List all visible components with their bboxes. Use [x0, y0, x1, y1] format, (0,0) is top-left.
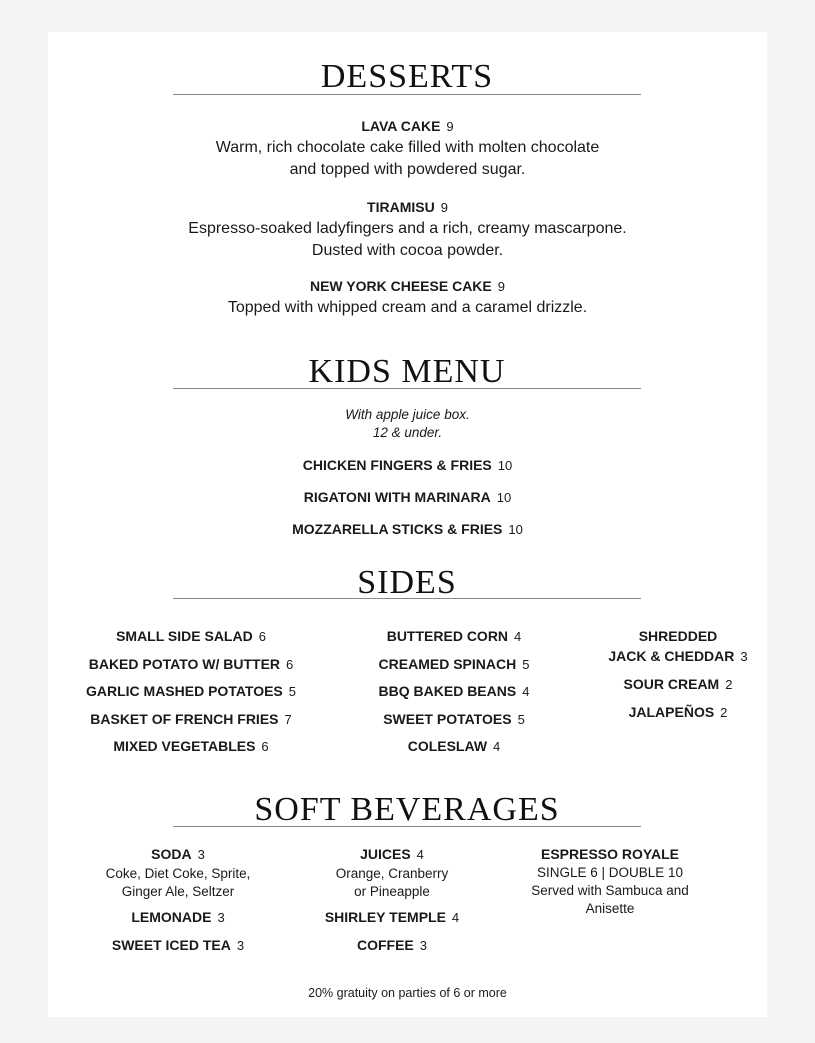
item-price: 4 — [416, 847, 424, 862]
menu-page — [48, 32, 767, 1017]
item-price: 5 — [522, 656, 530, 672]
item-price: 9 — [497, 279, 505, 294]
kids-note — [48, 406, 767, 442]
item-name: NEW YORK CHEESE CAKE — [309, 278, 492, 294]
item-name: BAKED POTATO W/ BUTTER — [88, 655, 281, 672]
item-price: 9 — [446, 119, 454, 134]
beverage-item — [88, 935, 268, 956]
beverage-item — [302, 935, 482, 956]
item-name: MIXED VEGETABLES — [113, 738, 256, 754]
beverage-item — [510, 844, 710, 864]
item-price: 7 — [284, 711, 292, 727]
item-price: 9 — [440, 200, 448, 215]
side-item — [348, 736, 560, 764]
beverage-item — [302, 844, 482, 865]
item-name: MOZZARELLA STICKS & FRIES — [292, 521, 503, 537]
beverages-column-3 — [510, 844, 710, 918]
item-price: 10 — [508, 522, 523, 537]
side-item — [588, 674, 768, 702]
gratuity-note: 20% gratuity on parties of 6 or more — [308, 986, 507, 1000]
item-name: CREAMED SPINACH — [378, 655, 517, 672]
item-name: SWEET ICED TEA — [111, 937, 231, 953]
item-price: 6 — [261, 739, 269, 754]
item-name: LAVA CAKE — [361, 118, 441, 134]
side-item — [348, 681, 560, 709]
side-item — [72, 709, 310, 737]
item-price: 3 — [217, 910, 225, 925]
beverages-column-2 — [302, 844, 482, 956]
item-name: BBQ BAKED BEANS — [378, 683, 517, 699]
sides-column-2 — [348, 626, 560, 764]
item-description: and topped with powdered sugar. — [289, 161, 526, 178]
item-price: 4 — [522, 684, 530, 699]
sides-title: SIDES — [357, 564, 457, 601]
dessert-item-tiramisu — [48, 199, 767, 261]
sides-column-3 — [588, 626, 768, 729]
item-price: 2 — [720, 704, 728, 720]
item-name: GARLIC MASHED POTATOES — [85, 683, 283, 699]
item-price: 10 — [496, 490, 512, 505]
item-price: 3 — [197, 847, 205, 862]
side-item — [72, 736, 310, 764]
item-price: 6 — [258, 629, 266, 644]
item-price: 3 — [419, 938, 427, 953]
item-price: 3 — [236, 938, 245, 953]
item-price: 5 — [517, 711, 525, 727]
side-item — [348, 654, 560, 682]
item-name: BASKET OF FRENCH FRIES — [90, 710, 279, 727]
dessert-item-lava-cake — [48, 118, 767, 180]
item-name: COFFEE — [356, 937, 414, 953]
item-price: 4 — [493, 739, 501, 754]
kids-item — [48, 521, 767, 539]
item-price: 4 — [514, 629, 522, 644]
item-price: 6 — [286, 656, 294, 672]
kids-item — [48, 457, 767, 475]
kids-note-line: 12 & under. — [372, 425, 443, 440]
item-description: Espresso-soaked ladyfingers and a rich, creamy mascarpone. — [188, 220, 627, 237]
item-name: JACK & CHEDDAR — [608, 648, 735, 664]
side-item — [588, 702, 768, 730]
item-description: Topped with whipped cream and a caramel drizzle. — [227, 299, 588, 316]
dessert-item-cheese-cake — [48, 278, 767, 318]
item-description: or Pineapple — [354, 884, 430, 899]
side-item — [72, 654, 310, 682]
item-price: 10 — [497, 458, 513, 473]
side-item — [72, 626, 310, 654]
beverages-rule — [173, 826, 641, 827]
beverage-item — [88, 844, 268, 865]
item-name: SODA — [151, 846, 192, 862]
side-item — [588, 626, 768, 667]
item-name: BUTTERED CORN — [386, 628, 509, 644]
item-description: Orange, Cranberry — [335, 866, 449, 881]
item-name: SOUR CREAM — [623, 676, 720, 692]
kids-item — [48, 489, 767, 507]
item-price-options: SINGLE 6 | DOUBLE 10 — [536, 865, 684, 880]
item-description: Warm, rich chocolate cake filled with molten chocolate — [215, 139, 600, 156]
item-name: JALAPEÑOS — [628, 703, 715, 720]
item-description: Dusted with cocoa powder. — [311, 242, 504, 259]
sides-rule — [173, 598, 641, 599]
item-price: 3 — [740, 649, 748, 664]
kids-menu-title: KIDS MENU — [308, 353, 506, 390]
side-item — [348, 626, 560, 654]
item-name: SMALL SIDE SALAD — [116, 628, 253, 644]
beverages-column-1 — [88, 844, 268, 956]
item-name: RIGATONI WITH MARINARA — [303, 489, 491, 505]
item-price: 5 — [288, 684, 297, 699]
item-description: Served with Sambuca and — [531, 883, 689, 898]
side-item — [348, 709, 560, 737]
item-name: CHICKEN FINGERS & FRIES — [302, 457, 492, 473]
item-description: Ginger Ale, Seltzer — [121, 884, 235, 899]
side-item — [72, 681, 310, 709]
item-name: COLESLAW — [407, 738, 488, 754]
kids-menu-rule — [173, 388, 641, 389]
beverage-item — [302, 907, 482, 928]
desserts-rule — [173, 94, 641, 95]
item-name: SWEET POTATOES — [383, 710, 512, 727]
item-name: ESPRESSO ROYALE — [541, 846, 679, 862]
beverage-item — [88, 907, 268, 928]
item-description: Coke, Diet Coke, Sprite, — [105, 866, 251, 881]
item-name: SHREDDED — [638, 628, 718, 644]
item-name: JUICES — [360, 846, 411, 862]
item-price: 4 — [451, 910, 460, 925]
kids-note-line: With apple juice box. — [345, 407, 470, 422]
item-name: SHIRLEY TEMPLE — [324, 909, 446, 925]
sides-column-1 — [72, 626, 310, 764]
desserts-title: DESSERTS — [320, 58, 494, 95]
item-description: Anisette — [585, 901, 635, 916]
item-name: LEMONADE — [131, 909, 212, 925]
item-price: 2 — [725, 677, 733, 692]
item-name: TIRAMISU — [367, 199, 435, 215]
beverages-title: SOFT BEVERAGES — [254, 791, 560, 828]
